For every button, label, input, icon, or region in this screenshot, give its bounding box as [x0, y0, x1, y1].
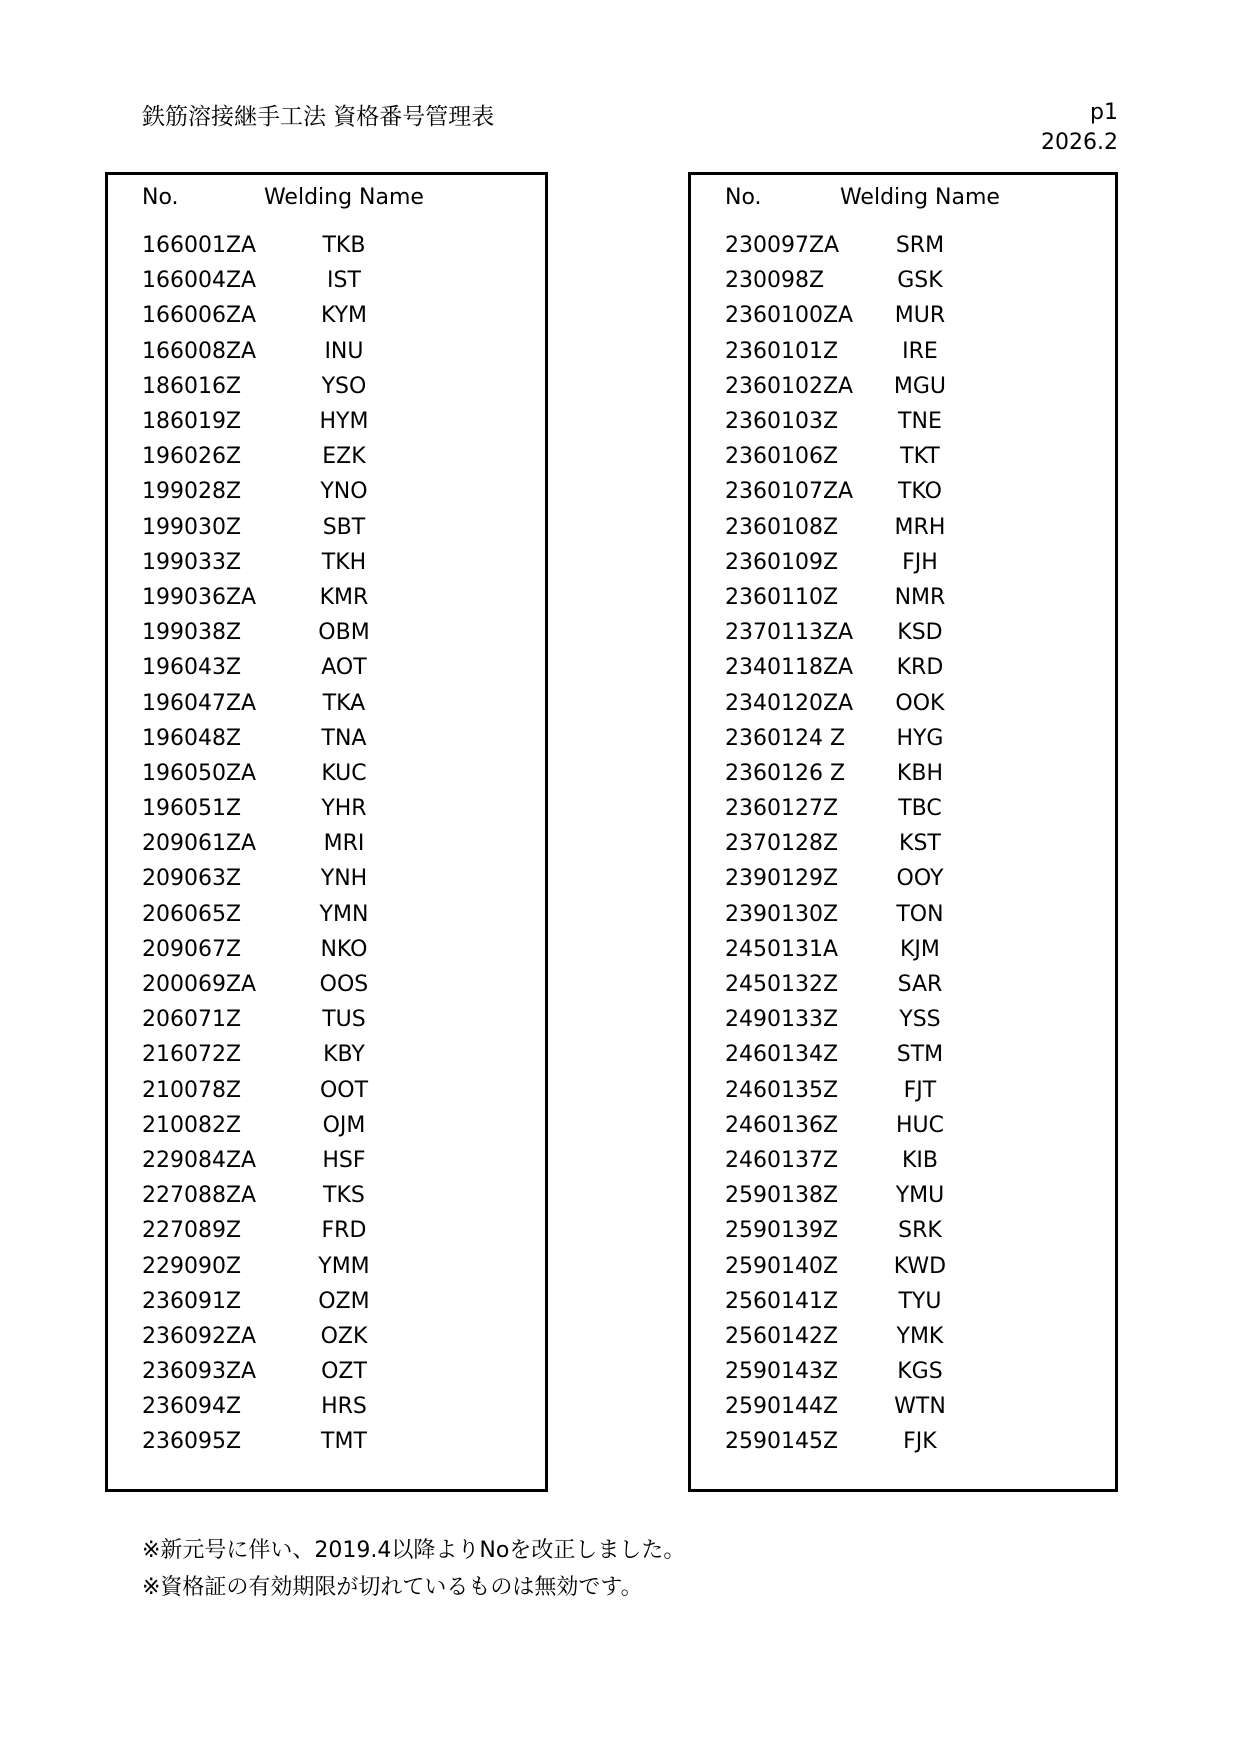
row-qualification-no: 196051Z — [142, 796, 242, 822]
table-row — [691, 1424, 1115, 1459]
row-qualification-no: 230098Z — [725, 268, 825, 294]
table-row — [691, 1002, 1115, 1037]
row-welding-name: KRD — [896, 655, 944, 681]
row-qualification-no: 166006ZA — [142, 303, 257, 329]
table-row — [691, 1178, 1115, 1213]
row-qualification-no: 236095Z — [142, 1429, 242, 1455]
table-row — [691, 369, 1115, 404]
footnotes — [142, 1532, 685, 1606]
row-qualification-no: 2340120ZA — [725, 690, 854, 716]
row-qualification-no: 2360110Z — [725, 584, 839, 610]
row-welding-name: FJT — [903, 1077, 937, 1103]
page-corner-info — [1041, 98, 1118, 158]
table-row — [691, 1354, 1115, 1389]
table-row — [691, 334, 1115, 369]
row-qualification-no: 199038Z — [142, 620, 242, 646]
row-welding-name: YMM — [318, 1253, 370, 1279]
row-welding-name: OJM — [322, 1112, 366, 1138]
row-qualification-no: 2460136Z — [725, 1112, 839, 1138]
row-welding-name: FJK — [903, 1429, 937, 1455]
row-welding-name: TYU — [898, 1288, 942, 1314]
row-welding-name: OBM — [318, 620, 370, 646]
table-row — [108, 404, 545, 439]
row-welding-name: MUR — [894, 303, 946, 329]
table-row — [691, 615, 1115, 650]
table-row — [108, 1178, 545, 1213]
row-welding-name: TKT — [900, 444, 940, 470]
row-welding-name: SBT — [322, 514, 366, 540]
table-row — [691, 580, 1115, 615]
row-welding-name: FJH — [902, 549, 938, 575]
table-row — [691, 1037, 1115, 1072]
table-row — [108, 1389, 545, 1424]
row-qualification-no: 166004ZA — [142, 268, 257, 294]
row-welding-name: IRE — [902, 338, 938, 364]
table-row — [108, 756, 545, 791]
row-qualification-no: 236094Z — [142, 1394, 242, 1420]
row-qualification-no: 206065Z — [142, 901, 242, 927]
table-row — [691, 1143, 1115, 1178]
column-header-welding-name: Welding Name — [839, 185, 1000, 210]
row-qualification-no: 200069ZA — [142, 972, 257, 998]
table-row — [108, 1108, 545, 1143]
table-row — [108, 263, 545, 298]
table-row — [108, 650, 545, 685]
table-row — [691, 1389, 1115, 1424]
row-welding-name: TNE — [898, 409, 942, 435]
row-welding-name: OOK — [895, 690, 945, 716]
table-row — [108, 1424, 545, 1459]
row-qualification-no: 2460135Z — [725, 1077, 839, 1103]
table-row — [691, 721, 1115, 756]
row-welding-name: OOS — [319, 972, 369, 998]
row-welding-name: TKO — [897, 479, 942, 505]
table-row — [691, 1248, 1115, 1283]
row-welding-name: KMR — [319, 584, 369, 610]
row-qualification-no: 2360109Z — [725, 549, 839, 575]
row-welding-name: SRM — [895, 233, 945, 259]
table-row — [108, 580, 545, 615]
row-welding-name: GSK — [897, 268, 943, 294]
row-welding-name: TMT — [321, 1429, 367, 1455]
row-qualification-no: 166001ZA — [142, 233, 257, 259]
table-row — [108, 897, 545, 932]
table-row — [691, 685, 1115, 720]
row-welding-name: TNA — [321, 725, 367, 751]
page-number: p1 — [1090, 100, 1118, 125]
row-qualification-no: 216072Z — [142, 1042, 242, 1068]
table-row — [691, 404, 1115, 439]
table-row — [691, 791, 1115, 826]
table-row — [108, 861, 545, 896]
row-qualification-no: 2460137Z — [725, 1147, 839, 1173]
row-qualification-no: 236092ZA — [142, 1323, 257, 1349]
table-row — [108, 1037, 545, 1072]
row-qualification-no: 199033Z — [142, 549, 242, 575]
row-welding-name: STM — [896, 1042, 944, 1068]
table-row — [108, 510, 545, 545]
table-row — [108, 298, 545, 333]
row-welding-name: KUC — [321, 760, 367, 786]
table-row — [691, 1073, 1115, 1108]
row-welding-name: TKA — [322, 690, 366, 716]
row-qualification-no: 2360124 Z — [725, 725, 846, 751]
row-qualification-no: 196026Z — [142, 444, 242, 470]
table-row — [691, 263, 1115, 298]
row-welding-name: KGS — [897, 1359, 943, 1385]
row-qualification-no: 2590145Z — [725, 1429, 839, 1455]
row-qualification-no: 2360100ZA — [725, 303, 854, 329]
row-qualification-no: 2390129Z — [725, 866, 839, 892]
table-row — [108, 439, 545, 474]
row-welding-name: INU — [324, 338, 364, 364]
table-body — [691, 228, 1115, 1460]
row-qualification-no: 2590139Z — [725, 1218, 839, 1244]
row-welding-name: KIB — [901, 1147, 938, 1173]
row-qualification-no: 227089Z — [142, 1218, 242, 1244]
row-qualification-no: 206071Z — [142, 1007, 242, 1033]
row-welding-name: YNH — [320, 866, 368, 892]
row-qualification-no: 2360108Z — [725, 514, 839, 540]
footnote-expiration: ※資格証の有効期限が切れているものは無効です。 — [142, 1575, 643, 1600]
row-welding-name: HYG — [896, 725, 944, 751]
row-welding-name: OZM — [318, 1288, 370, 1314]
row-welding-name: TON — [896, 901, 944, 927]
row-welding-name: SAR — [897, 972, 943, 998]
row-welding-name: YMU — [895, 1183, 945, 1209]
row-qualification-no: 196043Z — [142, 655, 242, 681]
row-welding-name: EZK — [322, 444, 366, 470]
revision-date: 2026.2 — [1041, 130, 1118, 155]
row-qualification-no: 2360103Z — [725, 409, 839, 435]
row-welding-name: KWD — [893, 1253, 947, 1279]
table-row — [108, 1213, 545, 1248]
column-header-welding-name: Welding Name — [263, 185, 424, 210]
row-welding-name: TKS — [323, 1183, 365, 1209]
row-welding-name: YNO — [320, 479, 368, 505]
table-row — [108, 685, 545, 720]
row-welding-name: KBY — [323, 1042, 365, 1068]
row-welding-name: MRI — [323, 831, 365, 857]
page-title: 鉄筋溶接継手工法 資格番号管理表 — [142, 104, 495, 130]
row-welding-name: TUS — [322, 1007, 366, 1033]
row-qualification-no: 236091Z — [142, 1288, 242, 1314]
row-qualification-no: 227088ZA — [142, 1183, 257, 1209]
row-welding-name: TKB — [322, 233, 366, 259]
table-row — [691, 1213, 1115, 1248]
row-welding-name: MRH — [894, 514, 946, 540]
table-row — [108, 1073, 545, 1108]
table-row — [108, 1354, 545, 1389]
row-qualification-no: 210082Z — [142, 1112, 242, 1138]
row-welding-name: OOY — [896, 866, 944, 892]
row-qualification-no: 2590144Z — [725, 1394, 839, 1420]
table-row — [691, 228, 1115, 263]
column-header-no: No. — [725, 185, 762, 210]
row-welding-name: TBC — [898, 796, 942, 822]
table-row — [691, 1319, 1115, 1354]
row-qualification-no: 229084ZA — [142, 1147, 257, 1173]
row-qualification-no: 199028Z — [142, 479, 242, 505]
row-welding-name: HSF — [322, 1147, 366, 1173]
row-welding-name: NMR — [894, 584, 946, 610]
table-body — [108, 228, 545, 1460]
table-row — [108, 1143, 545, 1178]
table-row — [691, 967, 1115, 1002]
table-row — [108, 369, 545, 404]
table-row — [108, 932, 545, 967]
row-qualification-no: 229090Z — [142, 1253, 242, 1279]
row-qualification-no: 209063Z — [142, 866, 242, 892]
row-welding-name: YMN — [319, 901, 369, 927]
table-row — [691, 510, 1115, 545]
row-welding-name: WTN — [894, 1394, 946, 1420]
row-qualification-no: 2360101Z — [725, 338, 839, 364]
qualification-table-right — [688, 172, 1118, 1492]
row-qualification-no: 2390130Z — [725, 901, 839, 927]
row-qualification-no: 199036ZA — [142, 584, 257, 610]
row-qualification-no: 2590143Z — [725, 1359, 839, 1385]
table-row — [108, 334, 545, 369]
row-welding-name: HUC — [895, 1112, 944, 1138]
row-welding-name: IST — [327, 268, 361, 294]
table-row — [691, 826, 1115, 861]
table-row — [108, 474, 545, 509]
row-qualification-no: 2360126 Z — [725, 760, 846, 786]
row-welding-name: HYM — [319, 409, 369, 435]
row-welding-name: HRS — [321, 1394, 367, 1420]
table-row — [108, 1284, 545, 1319]
table-row — [108, 545, 545, 580]
table-row — [691, 1108, 1115, 1143]
row-qualification-no: 186019Z — [142, 409, 242, 435]
row-qualification-no: 2590138Z — [725, 1183, 839, 1209]
table-row — [691, 298, 1115, 333]
column-header-no: No. — [142, 185, 179, 210]
row-welding-name: KST — [899, 831, 941, 857]
row-qualification-no: 166008ZA — [142, 338, 257, 364]
row-welding-name: KJM — [900, 936, 940, 962]
table-row — [691, 439, 1115, 474]
table-row — [108, 1248, 545, 1283]
row-qualification-no: 196048Z — [142, 725, 242, 751]
row-qualification-no: 2460134Z — [725, 1042, 839, 1068]
table-row — [108, 228, 545, 263]
row-qualification-no: 2490133Z — [725, 1007, 839, 1033]
row-qualification-no: 2370113ZA — [725, 620, 854, 646]
table-row — [691, 474, 1115, 509]
row-qualification-no: 2450131A — [725, 936, 839, 962]
row-qualification-no: 2590140Z — [725, 1253, 839, 1279]
row-qualification-no: 199030Z — [142, 514, 242, 540]
table-row — [108, 967, 545, 1002]
table-row — [691, 1284, 1115, 1319]
row-qualification-no: 2560141Z — [725, 1288, 839, 1314]
row-qualification-no: 196050ZA — [142, 760, 257, 786]
row-qualification-no: 2370128Z — [725, 831, 839, 857]
table-row — [691, 545, 1115, 580]
row-qualification-no: 210078Z — [142, 1077, 242, 1103]
row-qualification-no: 2360127Z — [725, 796, 839, 822]
row-qualification-no: 236093ZA — [142, 1359, 257, 1385]
row-welding-name: YMK — [896, 1323, 944, 1349]
table-row — [108, 791, 545, 826]
qualification-table-left — [105, 172, 548, 1492]
row-welding-name: YSS — [899, 1007, 941, 1033]
row-qualification-no: 2450132Z — [725, 972, 839, 998]
row-qualification-no: 2560142Z — [725, 1323, 839, 1349]
row-qualification-no: 2340118ZA — [725, 655, 854, 681]
table-row — [108, 1002, 545, 1037]
table-row — [108, 721, 545, 756]
table-row — [691, 932, 1115, 967]
row-welding-name: SRK — [898, 1218, 942, 1244]
table-row — [108, 1319, 545, 1354]
row-welding-name: FRD — [321, 1218, 367, 1244]
row-qualification-no: 186016Z — [142, 373, 242, 399]
table-row — [691, 756, 1115, 791]
row-qualification-no: 2360106Z — [725, 444, 839, 470]
row-welding-name: AOT — [321, 655, 367, 681]
table-header — [691, 184, 1115, 212]
row-qualification-no: 209061ZA — [142, 831, 257, 857]
row-welding-name: YSO — [321, 373, 367, 399]
row-welding-name: KSD — [897, 620, 943, 646]
row-qualification-no: 196047ZA — [142, 690, 257, 716]
row-qualification-no: 2360102ZA — [725, 373, 854, 399]
table-header — [108, 184, 545, 212]
table-row — [691, 897, 1115, 932]
row-welding-name: OOT — [319, 1077, 369, 1103]
table-row — [108, 615, 545, 650]
table-row — [691, 650, 1115, 685]
row-welding-name: YHR — [321, 796, 367, 822]
row-welding-name: OZK — [320, 1323, 368, 1349]
row-qualification-no: 2360107ZA — [725, 479, 854, 505]
row-welding-name: MGU — [893, 373, 947, 399]
table-row — [691, 861, 1115, 896]
row-welding-name: TKH — [321, 549, 367, 575]
row-welding-name: NKO — [320, 936, 368, 962]
table-row — [108, 826, 545, 861]
row-qualification-no: 209067Z — [142, 936, 242, 962]
row-qualification-no: 230097ZA — [725, 233, 840, 259]
footnote-era-change: ※新元号に伴い、2019.4以降よりNoを改正しました。 — [142, 1538, 686, 1563]
row-welding-name: KYM — [320, 303, 367, 329]
row-welding-name: OZT — [321, 1359, 367, 1385]
row-welding-name: KBH — [896, 760, 943, 786]
